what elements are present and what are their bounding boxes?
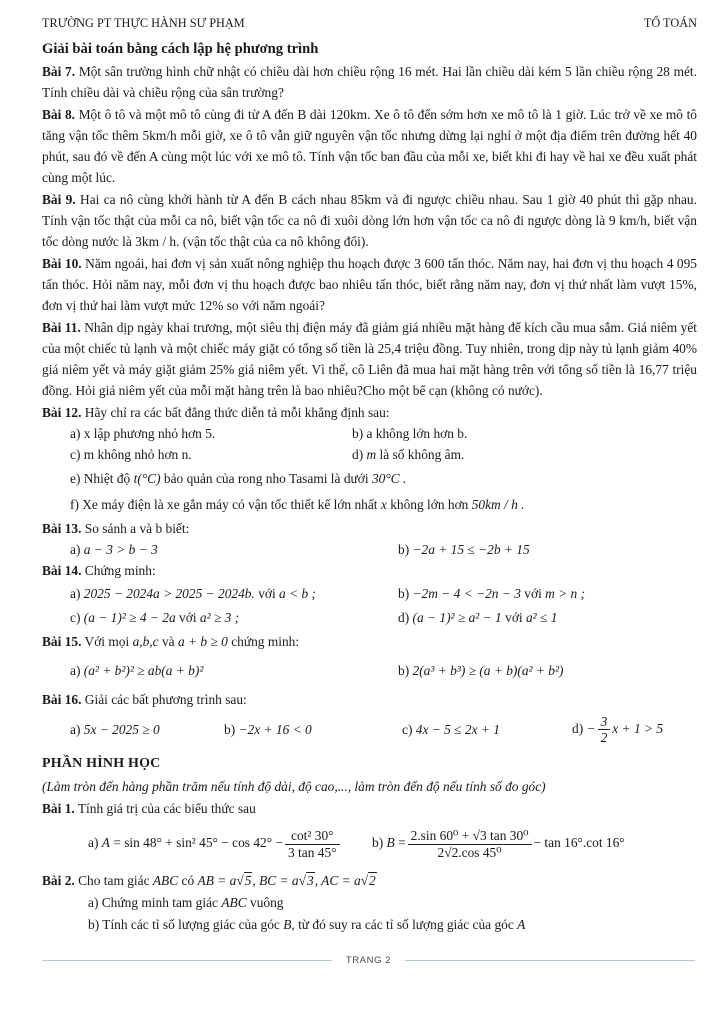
- problem-14-row-ab: [70, 582, 697, 606]
- problem-12-heading: [42, 402, 697, 423]
- geo-problem-2-pre: Cho tam giác: [78, 873, 150, 889]
- item-14d-math1: (a − 1)² ≥ a² − 1: [412, 609, 502, 625]
- item-14b-label: b): [398, 585, 410, 601]
- problem-11: [42, 317, 697, 402]
- item-14b: [398, 582, 585, 606]
- geo-problem-1-heading-text: Tính giá trị của các biểu thức sau: [77, 800, 256, 816]
- section-title-geometry: PHẦN HÌNH HỌC: [42, 755, 161, 771]
- item-14c-math2: a² ≥ 3 ;: [199, 609, 240, 625]
- item-16c: [402, 722, 572, 738]
- problem-13-heading: [42, 518, 697, 539]
- geometry-rounding-note: (Làm tròn đến hàng phần trăm nếu tính độ dài, độ cao,..., làm tròn đến độ nếu tính số đo góc): [42, 778, 546, 794]
- problem-9-label: Bài 9.: [42, 191, 76, 207]
- geo-item-1a-var: A: [101, 835, 110, 851]
- item-13a-label: a): [70, 541, 81, 557]
- problem-14-heading: [42, 560, 697, 581]
- problem-11-text: Nhân dịp ngày khai trương, một siêu thị điện máy đã giảm giá nhiều mặt hàng để kích cầu mua sắm. Giá niêm yết của một chiếc tủ lạnh và một chiếc máy giặt có tổng số tiền là 25,4 triệu đồng. Tuy nhiên, trong dịp này tủ lạnh giảm 40% giá niêm yết và máy giặt giảm 25% giá niêm yết. Vì thế, cô Liên đã mua hai mặt hàng trên với tổng số tiền là 16,77 triệu đồng. Hỏi giá niêm yết của mỗi mặt hàng trên là bao nhiêu?Cho một bể cạn (không có nước).: [42, 319, 697, 399]
- problem-13-label: Bài 13.: [42, 520, 82, 536]
- geo-problem-2-math3: , AC = a: [314, 873, 361, 889]
- item-16a-label: a): [70, 721, 81, 737]
- item-14d: [398, 606, 557, 630]
- item-15b: [398, 653, 563, 689]
- item-13a: [70, 539, 398, 560]
- problem-12-label: Bài 12.: [42, 404, 82, 420]
- item-14c-math1: (a − 1)² ≥ 4 − 2a: [83, 609, 176, 625]
- geo-problem-2-radicand-3: 3: [306, 873, 314, 889]
- geo-problem-2-sqrt-3: √3: [298, 873, 314, 889]
- problem-15-label: Bài 15.: [42, 633, 82, 649]
- problem-12-row-cd: [70, 444, 697, 465]
- item-14c-mid: với: [179, 609, 197, 625]
- problem-14-row-cd: [70, 606, 697, 630]
- header-department-name: TỔ TOÁN: [643, 16, 697, 30]
- item-12e-mid: bảo quản của rong nho Tasami là dưới: [163, 470, 369, 486]
- geo-problem-2-sqrt-2: √2: [360, 873, 376, 889]
- geo-item-1a-expression: = sin 48° + sin² 45° − cos 42° −: [113, 835, 284, 851]
- item-12b: [352, 423, 467, 444]
- problem-16-row: [70, 710, 697, 750]
- problem-12-row-ab: [70, 423, 697, 444]
- problem-7: [42, 61, 697, 104]
- problem-13-row: [70, 539, 697, 560]
- geo-item-2a-pre: a) Chứng minh tam giác: [88, 895, 218, 911]
- geo-problem-2-math1: AB = a: [197, 873, 237, 889]
- footer-rule-right: [405, 960, 695, 961]
- geo-item-2b-angle-b: B: [283, 916, 292, 932]
- problem-8: [42, 104, 697, 189]
- problem-15-heading: [42, 630, 697, 653]
- item-12d: [352, 444, 464, 465]
- geo-item-2b-pre: b) Tính các tỉ số lượng giác của góc: [88, 916, 280, 932]
- geo-problem-2-radicand-2: 2: [369, 873, 376, 889]
- item-16d-fraction-denominator: 2: [598, 729, 611, 746]
- item-16c-math: 4x − 5 ≤ 2x + 1: [415, 721, 500, 737]
- item-15b-math: 2(a³ + b³) ≥ (a + b)(a² + b²): [412, 662, 564, 678]
- geo-item-1b-label: b): [372, 835, 384, 851]
- problem-16-heading: [42, 689, 697, 710]
- geo-problem-2-sqrt-5: √5: [236, 873, 252, 889]
- item-12b-text: b) a không lớn hơn b.: [352, 426, 468, 442]
- item-12c-text: c) m không nhỏ hơn n.: [70, 447, 192, 463]
- item-12e-pre: e) Nhiệt độ: [70, 470, 131, 486]
- item-12f-mid: không lớn hơn: [390, 496, 469, 512]
- item-13b-math: −2a + 15 ≤ −2b + 15: [412, 541, 530, 557]
- problem-7-text: Một sân trường hình chữ nhật có chiều dài hơn chiều rộng 16 mét. Hai lần chiều dài kém 5 lần chiều rộng 28 mét. Tính chiều dài và chiều rộng của sân trường?: [42, 64, 697, 101]
- item-14d-math2: a² ≤ 1: [525, 609, 558, 625]
- item-13b-label: b): [398, 541, 410, 557]
- problem-15-math1: a,b,c: [132, 633, 159, 649]
- item-16d-math: x + 1 > 5: [612, 720, 664, 736]
- footer-page-label: TRANG 2: [345, 955, 392, 966]
- item-16d-minus: −: [586, 720, 596, 736]
- item-15a-math: (a² + b²)² ≥ ab(a + b)²: [83, 662, 204, 678]
- geo-item-1a-label: a): [88, 835, 99, 851]
- geo-item-2a-post: vuông: [250, 895, 284, 911]
- item-12d-label: d): [352, 447, 364, 463]
- item-16b-math: −2x + 16 < 0: [238, 721, 312, 737]
- footer-rule-left: [42, 960, 332, 961]
- item-16d: [572, 714, 663, 746]
- geo-problem-2-triangle: ABC: [152, 873, 179, 889]
- problem-9-text: Hai ca nô cùng khởi hành từ A đến B cách nhau 85km và đi ngược chiều nhau. Sau 1 giờ 40 phút thì gặp nhau. Tính vận tốc thật của mỗi ca nô, biết vận tốc ca nô đi xuôi dòng lớn hơn vận tốc ca nô đi ngược dòng là 9 km/h, biết vận tốc dòng nước là 3km / h. (vận tốc thật của ca nô không đổi).: [42, 191, 697, 250]
- problem-8-label: Bài 8.: [42, 106, 76, 122]
- item-14b-math2: m > n ;: [545, 585, 586, 601]
- item-14a-math1: 2025 − 2024a > 2025 − 2024b.: [83, 585, 255, 601]
- geo-item-2a-triangle: ABC: [221, 895, 247, 911]
- item-16b-label: b): [224, 721, 236, 737]
- geo-problem-2-radicand-5: 5: [244, 873, 252, 889]
- item-16b: [224, 722, 402, 738]
- geo-item-1b-var: B: [386, 835, 395, 851]
- item-12f-pre: f) Xe máy điện là xe gắn máy có vận tốc thiết kế lớn nhất: [70, 496, 378, 512]
- problem-13-heading-text: So sánh a và b biết:: [84, 520, 190, 536]
- problem-15-pre: Với mọi: [84, 633, 130, 649]
- item-16d-fraction: [598, 714, 611, 746]
- item-12f-math2: 50km / h .: [471, 496, 525, 512]
- item-15a: [70, 653, 398, 689]
- problem-15-post: chứng minh:: [231, 633, 300, 649]
- geo-problem-1-label: Bài 1.: [42, 800, 75, 816]
- item-12d-text: là số không âm.: [379, 447, 465, 463]
- item-12f: [70, 492, 697, 518]
- item-14d-label: d): [398, 609, 410, 625]
- problem-12-heading-text: Hãy chỉ ra các bất đẳng thức diễn tả mỗi khẳng định sau:: [84, 404, 390, 420]
- item-15a-label: a): [70, 662, 81, 678]
- problem-7-label: Bài 7.: [42, 64, 76, 79]
- item-12a: [70, 423, 352, 444]
- item-14b-math1: −2m − 4 < −2n − 3: [412, 585, 521, 601]
- geo-item-1b-fraction-denominator: 2√2.cos 45⁰: [408, 844, 532, 861]
- geo-item-2b-angle-a: A: [517, 916, 526, 932]
- header-school-name: TRƯỜNG PT THỰC HÀNH SƯ PHẠM: [42, 16, 245, 30]
- geo-item-1b-tail: − tan 16°.cot 16°: [533, 835, 625, 851]
- geo-problem-1-heading: [42, 798, 697, 819]
- item-16a: [70, 722, 224, 738]
- geo-item-1b-equals: =: [398, 835, 406, 851]
- geo-problem-2-math2: , BC = a: [252, 873, 299, 889]
- problem-15-math2: a + b ≥ 0: [177, 633, 228, 649]
- geo-item-1a-fraction-numerator: cot² 30°: [291, 828, 334, 844]
- item-12f-math1: x: [380, 496, 387, 512]
- item-14d-mid: với: [505, 609, 523, 625]
- item-13b: [398, 539, 530, 560]
- geo-problem-1-row: [42, 819, 697, 869]
- page-header: [42, 14, 697, 32]
- problem-10: [42, 253, 697, 317]
- item-14c: [70, 606, 398, 630]
- geo-item-1a: [42, 828, 372, 860]
- problem-14-heading-text: Chứng minh:: [84, 563, 156, 579]
- geo-item-1b: [372, 828, 697, 860]
- geo-item-2a: [88, 892, 697, 914]
- geo-item-2b: [88, 914, 697, 936]
- problem-11-label: Bài 11.: [42, 319, 81, 335]
- item-15b-label: b): [398, 662, 410, 678]
- problem-15-mid: và: [161, 633, 175, 649]
- item-14a-mid: với: [258, 585, 276, 601]
- item-12d-var: m: [366, 447, 377, 463]
- geo-item-1a-fraction-denominator: 3 tan 45°: [285, 844, 340, 861]
- problem-16-heading-text: Giải các bất phương trình sau:: [84, 691, 247, 707]
- problem-16-label: Bài 16.: [42, 691, 82, 707]
- geo-item-1b-fraction: [408, 828, 532, 860]
- problem-10-label: Bài 10.: [42, 255, 82, 271]
- item-14a-math2: a < b ;: [279, 585, 316, 601]
- item-14c-label: c): [70, 609, 81, 625]
- geo-item-2b-mid: , từ đó suy ra các tỉ số lượng giác của góc: [291, 916, 514, 932]
- item-14a: [70, 582, 398, 606]
- item-12c: [70, 444, 352, 465]
- problem-8-text: Một ô tô và một mô tô cùng đi từ A đến B dài 120km. Xe ô tô đến sớm hơn xe mô tô là 1 giờ. Lúc trở về xe mô tô tăng vận tốc thêm 5km/h mỗi giờ, xe ô tô vẫn giữ nguyên vận tốc nhưng dừng lại nghỉ ở một địa điểm trên đường hết 40 phút, sau đó về đến A cùng một lúc với xe mô tô. Tính vận tốc ban đầu của mỗi xe, biết khi đi hay về hai xe đều xuất phát cùng một lúc.: [42, 106, 697, 186]
- item-12e-math1: t(°C): [133, 470, 161, 486]
- item-16c-label: c): [402, 721, 413, 737]
- geo-problem-2-mid: có: [181, 873, 195, 889]
- item-12e: [70, 466, 697, 492]
- item-12a-text: a) x lập phương nhỏ hơn 5.: [70, 426, 216, 442]
- item-14b-mid: với: [524, 585, 542, 601]
- item-14a-label: a): [70, 585, 81, 601]
- section-title-algebra: Giải bài toán bằng cách lập hệ phương trình: [42, 41, 319, 57]
- item-16d-label: d): [572, 720, 584, 736]
- item-16a-math: 5x − 2025 ≥ 0: [83, 721, 160, 737]
- problem-15-row: [70, 653, 697, 689]
- problem-14-label: Bài 14.: [42, 563, 82, 579]
- item-12e-math2: 30°C .: [371, 470, 407, 486]
- item-16d-fraction-numerator: 3: [600, 713, 608, 729]
- page-footer: [42, 955, 695, 966]
- geo-problem-2-label: Bài 2.: [42, 873, 75, 889]
- geo-item-1b-fraction-numerator: 2.sin 60⁰ + √3 tan 30⁰: [410, 828, 529, 844]
- item-13a-math: a − 3 > b − 3: [83, 541, 158, 557]
- problem-10-text: Năm ngoái, hai đơn vị sản xuất nông nghiệp thu hoạch được 3 600 tấn thóc. Năm nay, hai đơn vị thu hoạch 4 095 tấn thóc. Hỏi năm nay, mỗi đơn vị thu hoạch được bao nhiêu tấn thóc, biết rằng năm nay, đơn vị thứ nhất làm vượt 15%, đơn vị thứ hai làm vượt mức 12% so với năm ngoái?: [42, 255, 698, 314]
- problem-9: [42, 189, 697, 253]
- geo-item-1a-fraction: [285, 828, 340, 860]
- geo-problem-2-heading: [42, 869, 697, 892]
